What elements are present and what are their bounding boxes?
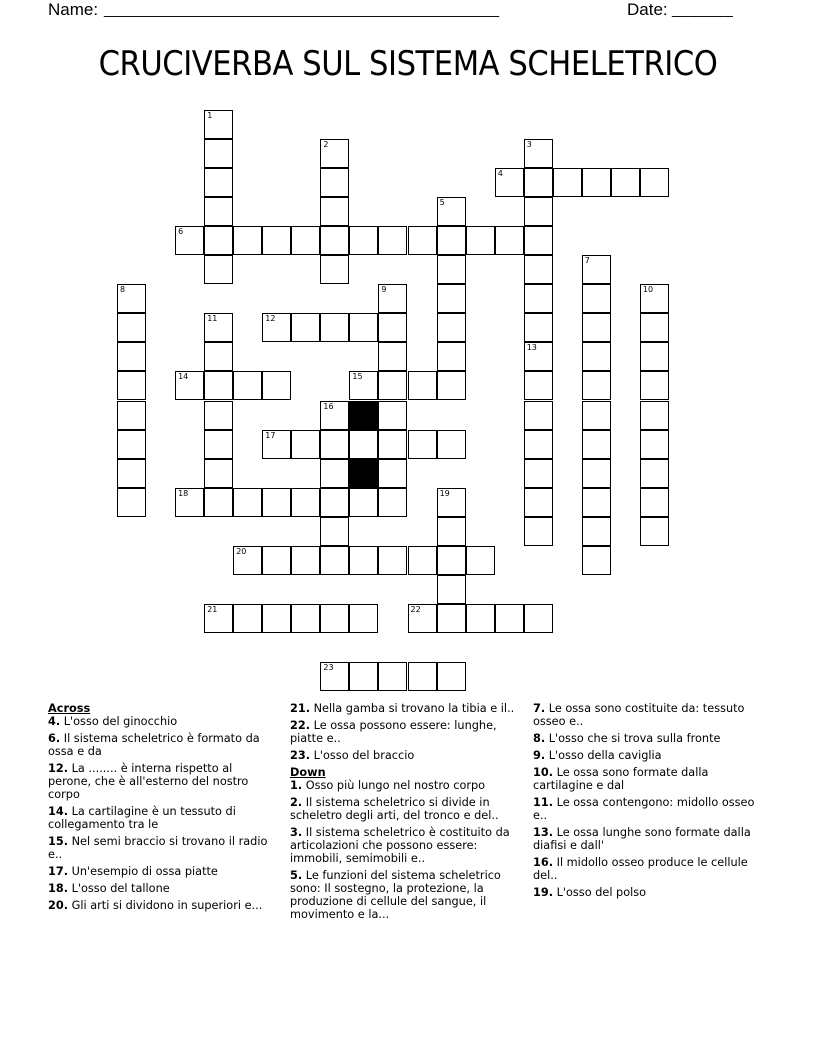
- clue-down-1: 1. Osso più lungo nel nostro corpo: [290, 779, 486, 792]
- grid-cell[interactable]: [291, 546, 320, 575]
- clues-column-3: [533, 702, 765, 903]
- clues-column-2: [290, 702, 522, 925]
- grid-cell[interactable]: [204, 110, 233, 139]
- grid-cell[interactable]: [117, 284, 146, 313]
- grid-cell[interactable]: [320, 226, 349, 255]
- grid-cell[interactable]: [524, 313, 553, 342]
- grid-cell[interactable]: [320, 430, 349, 459]
- grid-cell[interactable]: [524, 371, 553, 400]
- grid-cell[interactable]: [262, 604, 291, 633]
- clue-number: 20: [236, 546, 247, 556]
- grid-cell[interactable]: [320, 662, 349, 691]
- grid-cell[interactable]: [320, 313, 349, 342]
- clue-number: 12: [265, 314, 276, 324]
- grid-cell[interactable]: [233, 488, 262, 517]
- grid-cell[interactable]: [262, 371, 291, 400]
- grid-cell[interactable]: [378, 401, 407, 430]
- date-label: Date:: [627, 0, 668, 19]
- clue-down-11: 11. Le ossa contengono: midollo osseo e..: [533, 796, 755, 822]
- grid-cell[interactable]: [204, 604, 233, 633]
- grid-cell[interactable]: [640, 459, 669, 488]
- grid-cell[interactable]: [582, 313, 611, 342]
- grid-cell[interactable]: [378, 313, 407, 342]
- grid-cell[interactable]: [320, 517, 349, 546]
- clue-number: 13: [526, 343, 537, 353]
- clue-across-22: 22. Le ossa possono essere: lunghe, piatte e..: [290, 719, 497, 745]
- grid-cell[interactable]: [524, 255, 553, 284]
- clue-down-13: 13. Le ossa lunghe sono formate dalla diafisi e dall': [533, 826, 751, 852]
- grid-cell[interactable]: [466, 226, 495, 255]
- clue-down-3: 3. Il sistema scheletrico è costituito da articolazioni che possono essere: immobili, semimobili e..: [290, 826, 510, 865]
- grid-cell[interactable]: [582, 430, 611, 459]
- clue-number: 7: [584, 256, 590, 266]
- clue-down-7: 7. Le ossa sono costituite da: tessuto osseo e..: [533, 702, 745, 728]
- grid-cell[interactable]: [349, 488, 378, 517]
- grid-cell[interactable]: [437, 313, 466, 342]
- grid-cell[interactable]: [524, 401, 553, 430]
- grid-cell[interactable]: [233, 604, 262, 633]
- grid-cell[interactable]: [408, 430, 437, 459]
- clue-number: 19: [439, 488, 450, 498]
- grid-cell[interactable]: [175, 488, 204, 517]
- grid-cell[interactable]: [204, 197, 233, 226]
- grid-cell[interactable]: [349, 430, 378, 459]
- grid-cell[interactable]: [408, 226, 437, 255]
- clue-number: 11: [207, 314, 218, 324]
- grid-cell[interactable]: [437, 197, 466, 226]
- grid-cell[interactable]: [117, 488, 146, 517]
- clue-down-16: 16. Il midollo osseo produce le cellule del..: [533, 856, 748, 882]
- grid-cell[interactable]: [582, 459, 611, 488]
- grid-cell[interactable]: [437, 488, 466, 517]
- grid-cell[interactable]: [408, 662, 437, 691]
- clue-across-14: 14. La cartilagine è un tessuto di collegamento tra le: [48, 805, 236, 831]
- clue-across-6: 6. Il sistema scheletrico è formato da ossa e da: [48, 732, 260, 758]
- grid-cell[interactable]: [524, 168, 553, 197]
- clue-across-18: 18. L'osso del tallone: [48, 882, 170, 895]
- grid-cell[interactable]: [204, 430, 233, 459]
- grid-cell[interactable]: [640, 371, 669, 400]
- grid-cell[interactable]: [320, 546, 349, 575]
- grid-cell[interactable]: [408, 546, 437, 575]
- grid-cell[interactable]: [320, 459, 349, 488]
- grid-cell[interactable]: [437, 604, 466, 633]
- grid-cell[interactable]: [204, 168, 233, 197]
- grid-cell[interactable]: [117, 371, 146, 400]
- clue-number: 6: [178, 227, 184, 237]
- grid-cell[interactable]: [320, 604, 349, 633]
- grid-cell[interactable]: [640, 517, 669, 546]
- grid-cell[interactable]: [640, 342, 669, 371]
- clue-across-15: 15. Nel semi braccio si trovano il radio e..: [48, 835, 268, 861]
- clue-number: 4: [497, 169, 503, 179]
- grid-cell[interactable]: [582, 168, 611, 197]
- grid-cell[interactable]: [262, 488, 291, 517]
- clue-number: 22: [410, 604, 421, 614]
- clue-number: 21: [207, 604, 218, 614]
- grid-cell[interactable]: [204, 488, 233, 517]
- name-label: Name:: [48, 0, 99, 19]
- grid-cell[interactable]: [378, 662, 407, 691]
- clue-number: 5: [439, 198, 445, 208]
- grid-cell[interactable]: [291, 430, 320, 459]
- grid-cell[interactable]: [175, 371, 204, 400]
- grid-cell[interactable]: [437, 430, 466, 459]
- grid-cell[interactable]: [320, 168, 349, 197]
- grid-cell[interactable]: [349, 226, 378, 255]
- grid-cell[interactable]: [204, 401, 233, 430]
- clue-number: 23: [323, 663, 334, 672]
- grid-cell[interactable]: [437, 662, 466, 691]
- grid-cell[interactable]: [378, 226, 407, 255]
- grid-cell[interactable]: [437, 575, 466, 604]
- clue-number: 10: [642, 285, 654, 295]
- grid-cell[interactable]: [640, 430, 669, 459]
- grid-cell[interactable]: [349, 313, 378, 342]
- grid-cell[interactable]: [204, 313, 233, 342]
- clue-across-12: 12. La ........ è interna rispetto al perone, che è all'esterno del nostro corpo: [48, 762, 249, 801]
- grid-cell[interactable]: [437, 226, 466, 255]
- clue-number: 8: [120, 285, 126, 295]
- grid-cell[interactable]: [524, 226, 553, 255]
- grid-cell[interactable]: [495, 168, 524, 197]
- grid-cell[interactable]: [117, 459, 146, 488]
- grid-cell[interactable]: [117, 342, 146, 371]
- grid-cell[interactable]: [291, 313, 320, 342]
- grid-cell[interactable]: [495, 226, 524, 255]
- grid-cell[interactable]: [204, 139, 233, 168]
- grid-cell[interactable]: [291, 488, 320, 517]
- grid-cell[interactable]: [408, 604, 437, 633]
- clue-number: 3: [526, 140, 532, 150]
- grid-cell[interactable]: [582, 546, 611, 575]
- clue-down-2: 2. Il sistema scheletrico si divide in scheletro degli arti, del tronco e del..: [290, 796, 499, 822]
- grid-cell[interactable]: [378, 342, 407, 371]
- grid-cell[interactable]: [524, 604, 553, 633]
- grid-cell[interactable]: [262, 313, 291, 342]
- clue-number: 15: [352, 372, 363, 382]
- clue-number: 16: [323, 401, 334, 411]
- grid-cell[interactable]: [408, 371, 437, 400]
- grid-cell[interactable]: [291, 604, 320, 633]
- grid-cell[interactable]: [640, 313, 669, 342]
- grid-cell[interactable]: [378, 459, 407, 488]
- grid-cell[interactable]: [437, 342, 466, 371]
- grid-cell[interactable]: [320, 488, 349, 517]
- grid-cell[interactable]: [320, 401, 349, 430]
- clues-column-1: [48, 702, 268, 916]
- clue-number: 17: [265, 430, 276, 440]
- grid-cell[interactable]: [553, 168, 582, 197]
- grid-cell[interactable]: [233, 226, 262, 255]
- clue-number: 9: [381, 285, 387, 295]
- grid-cell[interactable]: [262, 430, 291, 459]
- grid-cell[interactable]: [117, 401, 146, 430]
- grid-cell[interactable]: [640, 284, 669, 313]
- grid-cell[interactable]: [291, 226, 320, 255]
- grid-cell[interactable]: [233, 546, 262, 575]
- grid-cell[interactable]: [204, 459, 233, 488]
- grid-cell[interactable]: [582, 488, 611, 517]
- grid-cell[interactable]: [204, 371, 233, 400]
- grid-cell[interactable]: [437, 255, 466, 284]
- grid-cell[interactable]: [524, 459, 553, 488]
- grid-cell[interactable]: [204, 226, 233, 255]
- grid-cell[interactable]: [378, 546, 407, 575]
- grid-cell[interactable]: [611, 168, 640, 197]
- grid-cell[interactable]: [640, 401, 669, 430]
- grid-cell[interactable]: [437, 517, 466, 546]
- grid-cell[interactable]: [320, 139, 349, 168]
- grid-cell[interactable]: [524, 197, 553, 226]
- grid-cell[interactable]: [204, 342, 233, 371]
- grid-cell[interactable]: [582, 517, 611, 546]
- grid-cell[interactable]: [349, 546, 378, 575]
- across-heading: Across: [48, 702, 91, 715]
- clue-across-17: 17. Un'esempio di ossa piatte: [48, 865, 218, 878]
- clue-number: 1: [207, 111, 213, 120]
- grid-cell[interactable]: [524, 284, 553, 313]
- grid-cell[interactable]: [349, 662, 378, 691]
- down-heading: Down: [290, 766, 326, 779]
- clue-across-23: 23. L'osso del braccio: [290, 749, 415, 762]
- grid-cell[interactable]: [582, 284, 611, 313]
- grid-cell[interactable]: [437, 284, 466, 313]
- grid-cell[interactable]: [378, 371, 407, 400]
- grid-cell[interactable]: [320, 197, 349, 226]
- clue-number: 14: [178, 372, 189, 382]
- grid-cell[interactable]: [262, 226, 291, 255]
- grid-cell[interactable]: [582, 371, 611, 400]
- page-title: CRUCIVERBA SUL SISTEMA SCHELETRICO: [98, 44, 718, 84]
- grid-cell[interactable]: [466, 546, 495, 575]
- grid-cell[interactable]: [466, 604, 495, 633]
- grid-cell[interactable]: [524, 139, 553, 168]
- grid-cell[interactable]: [117, 430, 146, 459]
- grid-cell[interactable]: [262, 546, 291, 575]
- clue-down-5: 5. Le funzioni del sistema scheletrico sono: Il sostegno, la protezione, la produzione di cellule del sangue, il movimento e la...: [290, 869, 501, 921]
- clue-across-21: 21. Nella gamba si trovano la tibia e il..: [290, 702, 515, 715]
- clue-number: 18: [178, 488, 189, 498]
- clue-down-19: 19. L'osso del polso: [533, 886, 647, 899]
- clue-down-8: 8. L'osso che si trova sulla fronte: [533, 732, 721, 745]
- grid-cell[interactable]: [349, 604, 378, 633]
- grid-cell[interactable]: [378, 488, 407, 517]
- grid-cell[interactable]: [349, 371, 378, 400]
- grid-cell[interactable]: [524, 488, 553, 517]
- blocked-cell: [349, 459, 378, 488]
- grid-cell[interactable]: [320, 255, 349, 284]
- grid-cell[interactable]: [582, 401, 611, 430]
- grid-cell[interactable]: [524, 342, 553, 371]
- grid-cell[interactable]: [524, 517, 553, 546]
- grid-cell[interactable]: [495, 604, 524, 633]
- date-line[interactable]: _______: [672, 1, 734, 18]
- grid-cell[interactable]: [117, 313, 146, 342]
- grid-cell[interactable]: [233, 371, 262, 400]
- grid-cell[interactable]: [204, 255, 233, 284]
- grid-cell[interactable]: [524, 430, 553, 459]
- grid-cell[interactable]: [437, 371, 466, 400]
- name-line[interactable]: __________________________________________________: [104, 1, 499, 18]
- grid-cell[interactable]: [437, 546, 466, 575]
- clue-down-10: 10. Le ossa sono formate dalla cartilagine e dal: [533, 766, 709, 792]
- grid-cell[interactable]: [582, 255, 611, 284]
- grid-cell[interactable]: [640, 168, 669, 197]
- clue-across-4: 4. L'osso del ginocchio: [48, 715, 178, 728]
- grid-cell[interactable]: [378, 430, 407, 459]
- clue-across-20: 20. Gli arti si dividono in superiori e...: [48, 899, 263, 912]
- grid-cell[interactable]: [640, 488, 669, 517]
- clue-down-9: 9. L'osso della caviglia: [533, 749, 662, 762]
- grid-cell[interactable]: [378, 284, 407, 313]
- grid-cell[interactable]: [175, 226, 204, 255]
- blocked-cell: [349, 401, 378, 430]
- clue-number: 2: [323, 140, 329, 150]
- grid-cell[interactable]: [582, 342, 611, 371]
